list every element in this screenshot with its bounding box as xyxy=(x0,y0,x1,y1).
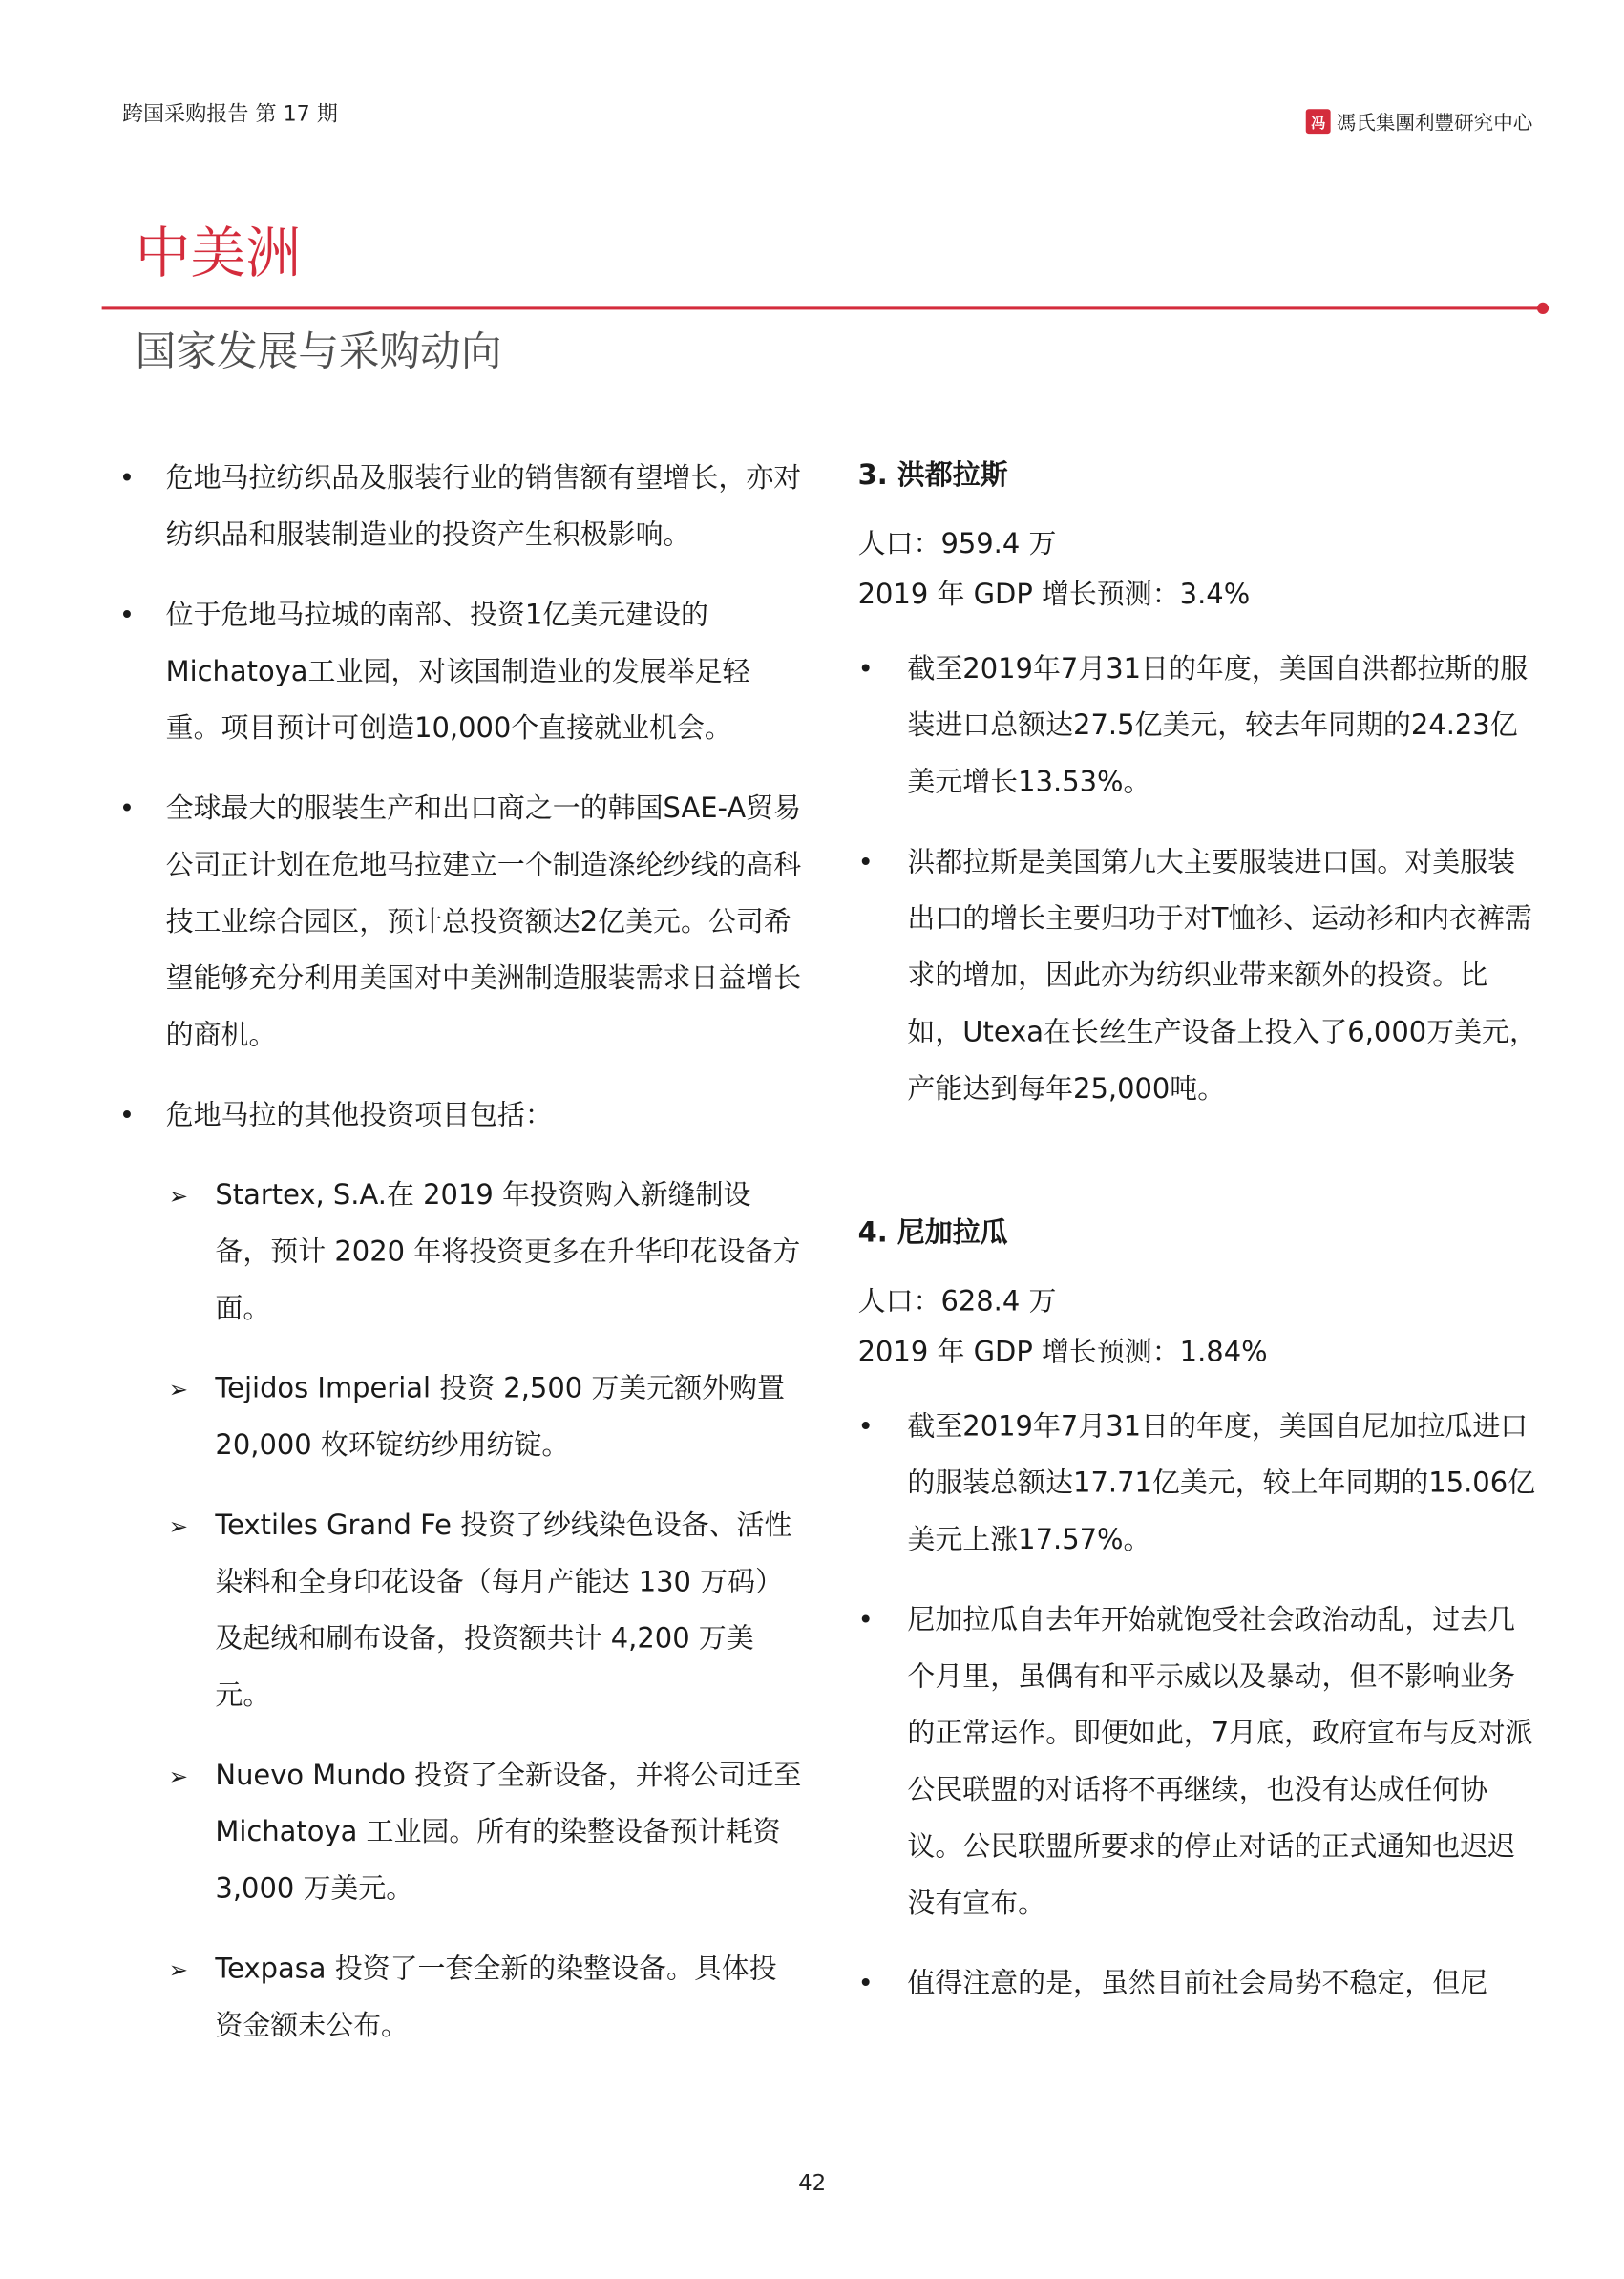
sub-bullet-item: ➢ Tejidos Imperial 投资 2,500 万美元额外购置 20,000 枚环锭纺纱用纺锭。 xyxy=(119,1361,803,1475)
honduras-population: 人口：959.4 万 xyxy=(857,527,1057,560)
nicaragua-section xyxy=(858,1206,1542,2013)
publication-title: 跨国采购报告 第 17 期 xyxy=(121,103,338,127)
bullet-item: • 截至2019年7月31日的年度，美国自尼加拉瓜进口的服装总额达17.71亿美元，较上年同期的15.06亿美元上涨17.57%。 xyxy=(858,1399,1542,1569)
right-column xyxy=(858,448,1542,2036)
org-logo-icon: 冯 xyxy=(1306,108,1331,133)
nicaragua-heading: 4. 尼加拉瓜 xyxy=(857,1216,1008,1250)
title-divider xyxy=(102,306,1542,309)
divider-dot xyxy=(1537,303,1549,314)
left-column xyxy=(119,451,803,2078)
org-brand xyxy=(1306,106,1533,135)
bullet-item: • 洪都拉斯是美国第九大主要服装进口国。对美服装出口的增长主要归功于对T恤衫、运动衫和内衣裤需求的增加，因此亦为纺织业带来额外的投资。比如，Utexa在长丝生产设备上投入了6,000万美元，产能达到每年25,000吨。 xyxy=(858,834,1542,1118)
nicaragua-population: 人口：628.4 万 xyxy=(857,1285,1057,1318)
sub-bullet-item: ➢ Startex, S.A.在 2019 年投资购入新缝制设备，预计 2020 年将投资更多在升华印花设备方面。 xyxy=(119,1168,803,1338)
honduras-heading: 3. 洪都拉斯 xyxy=(857,459,1008,492)
nicaragua-gdp: 2019 年 GDP 增长预测：1.84% xyxy=(857,1336,1268,1369)
bullet-item: • 位于危地马拉城的南部、投资1亿美元建设的Michatoya工业园，对该国制造业的发展举足轻重。项目预计可创造10,000个直接就业机会。 xyxy=(119,587,803,757)
section-title: 中美洲 xyxy=(135,221,302,285)
nicaragua-stats xyxy=(858,1277,1542,1379)
sub-bullet-item: ➢ Nuevo Mundo 投资了全新设备，并将公司迁至 Michatoya 工业园。所有的染整设备预计耗资 3,000 万美元。 xyxy=(119,1748,803,1918)
bullet-item: • 危地马拉纺织品及服装行业的销售额有望增长，亦对纺织品和服装制造业的投资产生积极影响。 xyxy=(119,451,803,564)
org-name: 馮氏集團利豐研究中心 xyxy=(1336,112,1533,136)
bullet-item: • 值得注意的是，虽然目前社会局势不稳定，但尼 xyxy=(858,1956,1542,2013)
bullet-item: • 截至2019年7月31日的年度，美国自洪都拉斯的服装进口总额达27.5亿美元，较去年同期的24.23亿美元增长13.53%。 xyxy=(858,642,1542,812)
honduras-stats xyxy=(858,519,1542,622)
page-number: 42 xyxy=(798,2169,827,2196)
bullet-item: • 危地马拉的其他投资项目包括： xyxy=(119,1087,803,1144)
honduras-section xyxy=(858,448,1542,1118)
honduras-gdp: 2019 年 GDP 增长预测：3.4% xyxy=(857,579,1251,611)
bullet-item: • 尼加拉瓜自去年开始就饱受社会政治动乱，过去几个月里，虽偶有和平示威以及暴动，但不影响业务的正常运作。即便如此，7月底，政府宣布与反对派公民联盟的对话将不再继续，也没有达成任何协议。公民联盟所要求的停止对话的正式通知也迟迟没有宣布。 xyxy=(858,1593,1542,1932)
bullet-item: • 全球最大的服装生产和出口商之一的韩国SAE-A贸易公司正计划在危地马拉建立一个制造涤纶纱线的高科技工业综合园区，预计总投资额达2亿美元。公司希望能够充分利用美国对中美洲制造服装需求日益增长的商机。 xyxy=(119,781,803,1065)
sub-bullet-item: ➢ Texpasa 投资了一套全新的染整设备。具体投资金额未公布。 xyxy=(119,1941,803,2055)
section-subtitle: 国家发展与采购动向 xyxy=(135,327,502,375)
sub-bullet-item: ➢ Textiles Grand Fe 投资了纱线染色设备、活性染料和全身印花设备（每月产能达 130 万码）及起绒和刷布设备，投资额共计 4,200 万美元。 xyxy=(119,1498,803,1725)
